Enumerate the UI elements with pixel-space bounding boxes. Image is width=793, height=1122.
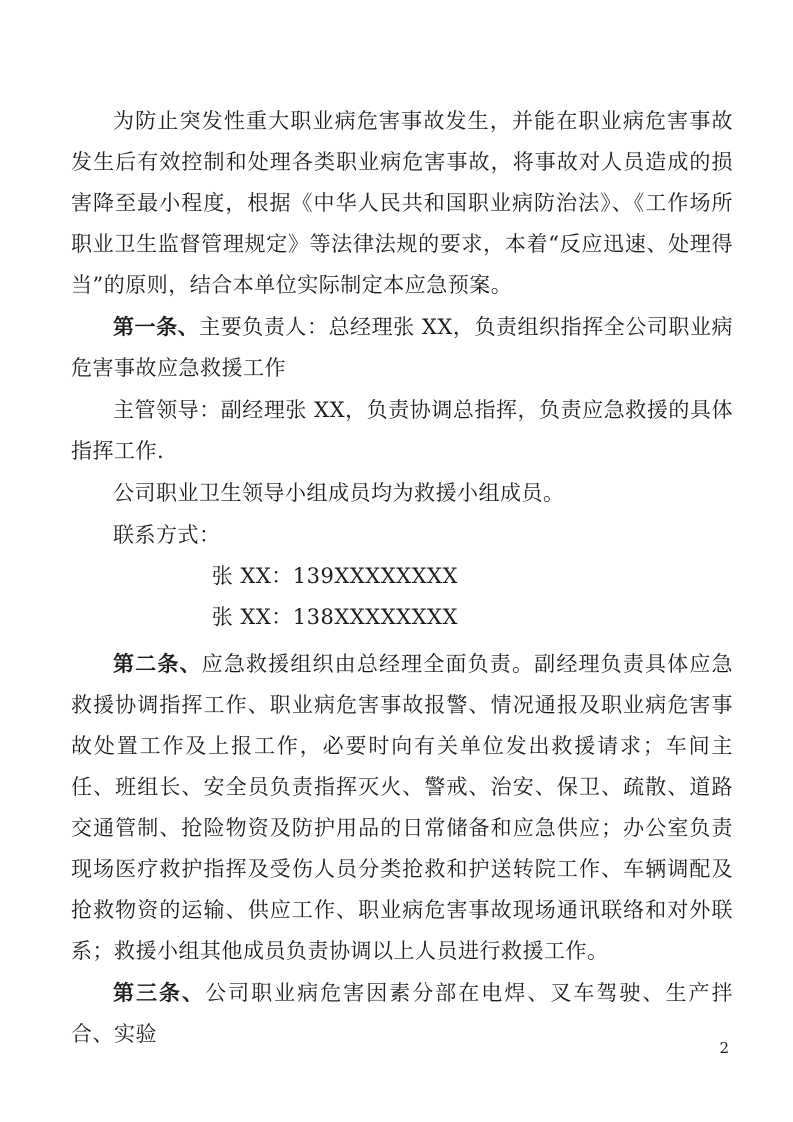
- paragraph-clause-1: [71, 306, 733, 389]
- paragraph-intro: [71, 100, 733, 306]
- clause-2-lead: 第二条、: [113, 651, 202, 676]
- page-footer: [0, 1038, 793, 1058]
- paragraph-clause-2: [71, 643, 733, 972]
- document-body: [71, 100, 733, 1055]
- paragraph-text: 联系方式：: [113, 523, 221, 547]
- contact-phone-2: [71, 597, 733, 638]
- contact-phone-1: [71, 556, 733, 597]
- phone-number-text: 张 XX：138XXXXXXXX: [211, 605, 458, 629]
- phone-number-text: 张 XX：139XXXXXXXX: [211, 564, 458, 588]
- clause-1-lead: 第一条、: [113, 314, 200, 339]
- paragraph-text: 公司职业病危害因素分部在电焊、叉车驾驶、生产拌合、实验: [71, 981, 733, 1046]
- paragraph-team-members: [71, 472, 733, 514]
- paragraph-text: 为防止突发性重大职业病危害事故发生，并能在职业病危害事故发生后有效控制和处理各类职业病危害事故，将事故对人员造成的损害降至最小程度，根据《中华人民共和国职业病防治法》、《工作场所职业卫生监督管理规定》等法律法规的要求，本着“反应迅速、处理得当”的原则，结合本单位实际制定本应急预案。: [71, 109, 733, 297]
- paragraph-text: 公司职业卫生领导小组成员均为救援小组成员。: [113, 481, 565, 505]
- paragraph-text: 主要负责人：总经理张 XX，负责组织指挥全公司职业病危害事故应急救援工作: [71, 315, 733, 380]
- page-number: 2: [719, 1039, 729, 1057]
- paragraph-deputy-leader: [71, 389, 733, 472]
- paragraph-contact-label: [71, 514, 733, 556]
- paragraph-text: 应急救援组织由总经理全面负责。副经理负责具体应急救援协调指挥工作、职业病危害事故报警、情况通报及职业病危害事故处置工作及上报工作，必要时向有关单位发出救援请求；车间主任、班组长、安全员负责指挥灭火、警戒、治安、保卫、疏散、道路交通管制、抢险物资及防护用品的日常储备和应急供应；办公室负责现场医疗救护指挥及受伤人员分类抢救和护送转院工作、车辆调配及抢救物资的运输、供应工作、职业病危害事故现场通讯联络和对外联系；救援小组其他成员负责协调以上人员进行救援工作。: [71, 652, 734, 963]
- paragraph-text: 主管领导：副经理张 XX，负责协调总指挥，负责应急救援的具体指挥工作.: [71, 398, 733, 463]
- clause-3-lead: 第三条、: [113, 980, 206, 1005]
